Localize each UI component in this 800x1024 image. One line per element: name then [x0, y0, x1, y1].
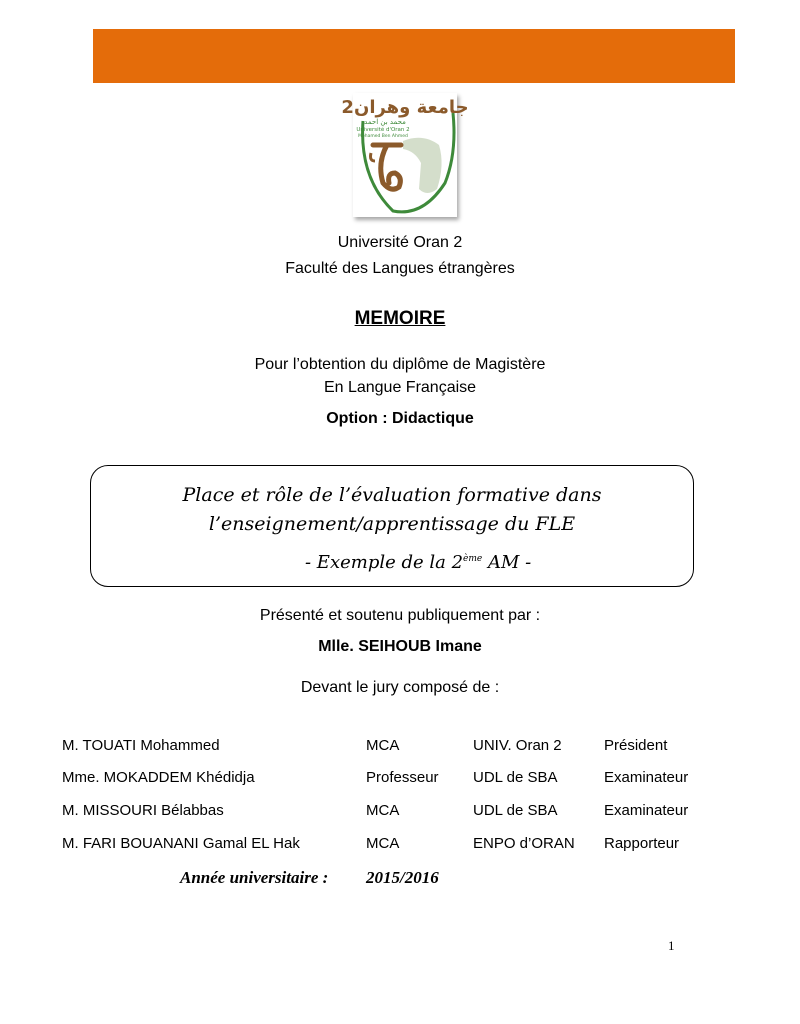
logo-latin-1: Université d'Oran 2: [356, 127, 410, 133]
top-color-banner: [93, 29, 735, 83]
thesis-title-line-2: l’enseignement/apprentissage du FLE: [208, 513, 576, 535]
document-type: MEMOIRE: [354, 308, 446, 329]
jury-institution: UNIV. Oran 2: [473, 737, 562, 754]
logo-latin-2: Mohamed Ben Ahmed: [358, 134, 408, 139]
jury-role: Rapporteur: [604, 835, 680, 852]
jury-name: Mme. MOKADDEM Khédidja: [62, 769, 255, 786]
logo-graphic: [341, 93, 469, 217]
degree-line-1: Pour l’obtention du diplôme de Magistère: [254, 356, 546, 373]
jury-grade: MCA: [366, 835, 400, 852]
jury-role: Examinateur: [604, 802, 689, 819]
thesis-title-line-1: Place et rôle de l’évaluation formative dans: [182, 484, 602, 506]
jury-grade: MCA: [366, 737, 400, 754]
jury-grade: Professeur: [366, 769, 439, 786]
thesis-subtitle-suffix: AM -: [482, 552, 532, 573]
jury-grade: MCA: [366, 802, 400, 819]
author-name: Mlle. SEIHOUB Imane: [318, 638, 482, 655]
jury-institution: UDL de SBA: [473, 802, 558, 819]
faculty-name: Faculté des Langues étrangères: [285, 260, 515, 277]
degree-option: Option : Didactique: [326, 410, 474, 427]
jury-row: [0, 802, 768, 824]
jury-name: M. MISSOURI Bélabbas: [62, 802, 224, 819]
jury-role: Examinateur: [604, 769, 689, 786]
jury-name: M. FARI BOUANANI Gamal EL Hak: [62, 835, 300, 852]
thesis-subtitle: [305, 552, 531, 573]
logo-sub-arabic: محمد بن احمد: [364, 118, 406, 126]
thesis-title-box: [90, 465, 694, 587]
page-number: 1: [668, 938, 675, 953]
university-name: Université Oran 2: [337, 234, 463, 251]
presented-by-label: Présenté et soutenu publiquement par :: [259, 607, 541, 624]
jury-row: [0, 737, 768, 759]
university-logo: [341, 93, 469, 217]
thesis-subtitle-prefix: - Exemple de la 2: [305, 552, 464, 573]
jury-role: Président: [604, 737, 668, 754]
jury-label: Devant le jury composé de :: [300, 679, 500, 696]
jury-row: [0, 835, 768, 857]
jury-row: [0, 769, 768, 791]
logo-arabic-text: جامعة وهران2: [341, 97, 469, 118]
jury-name: M. TOUATI Mohammed: [62, 737, 220, 754]
thesis-subtitle-sup: ème: [463, 554, 483, 564]
jury-institution: UDL de SBA: [473, 769, 558, 786]
academic-year-label: Année universitaire :: [180, 868, 329, 887]
degree-line-2: En Langue Française: [323, 379, 477, 396]
jury-institution: ENPO d’ORAN: [473, 835, 575, 852]
academic-year-value: 2015/2016: [366, 868, 439, 887]
